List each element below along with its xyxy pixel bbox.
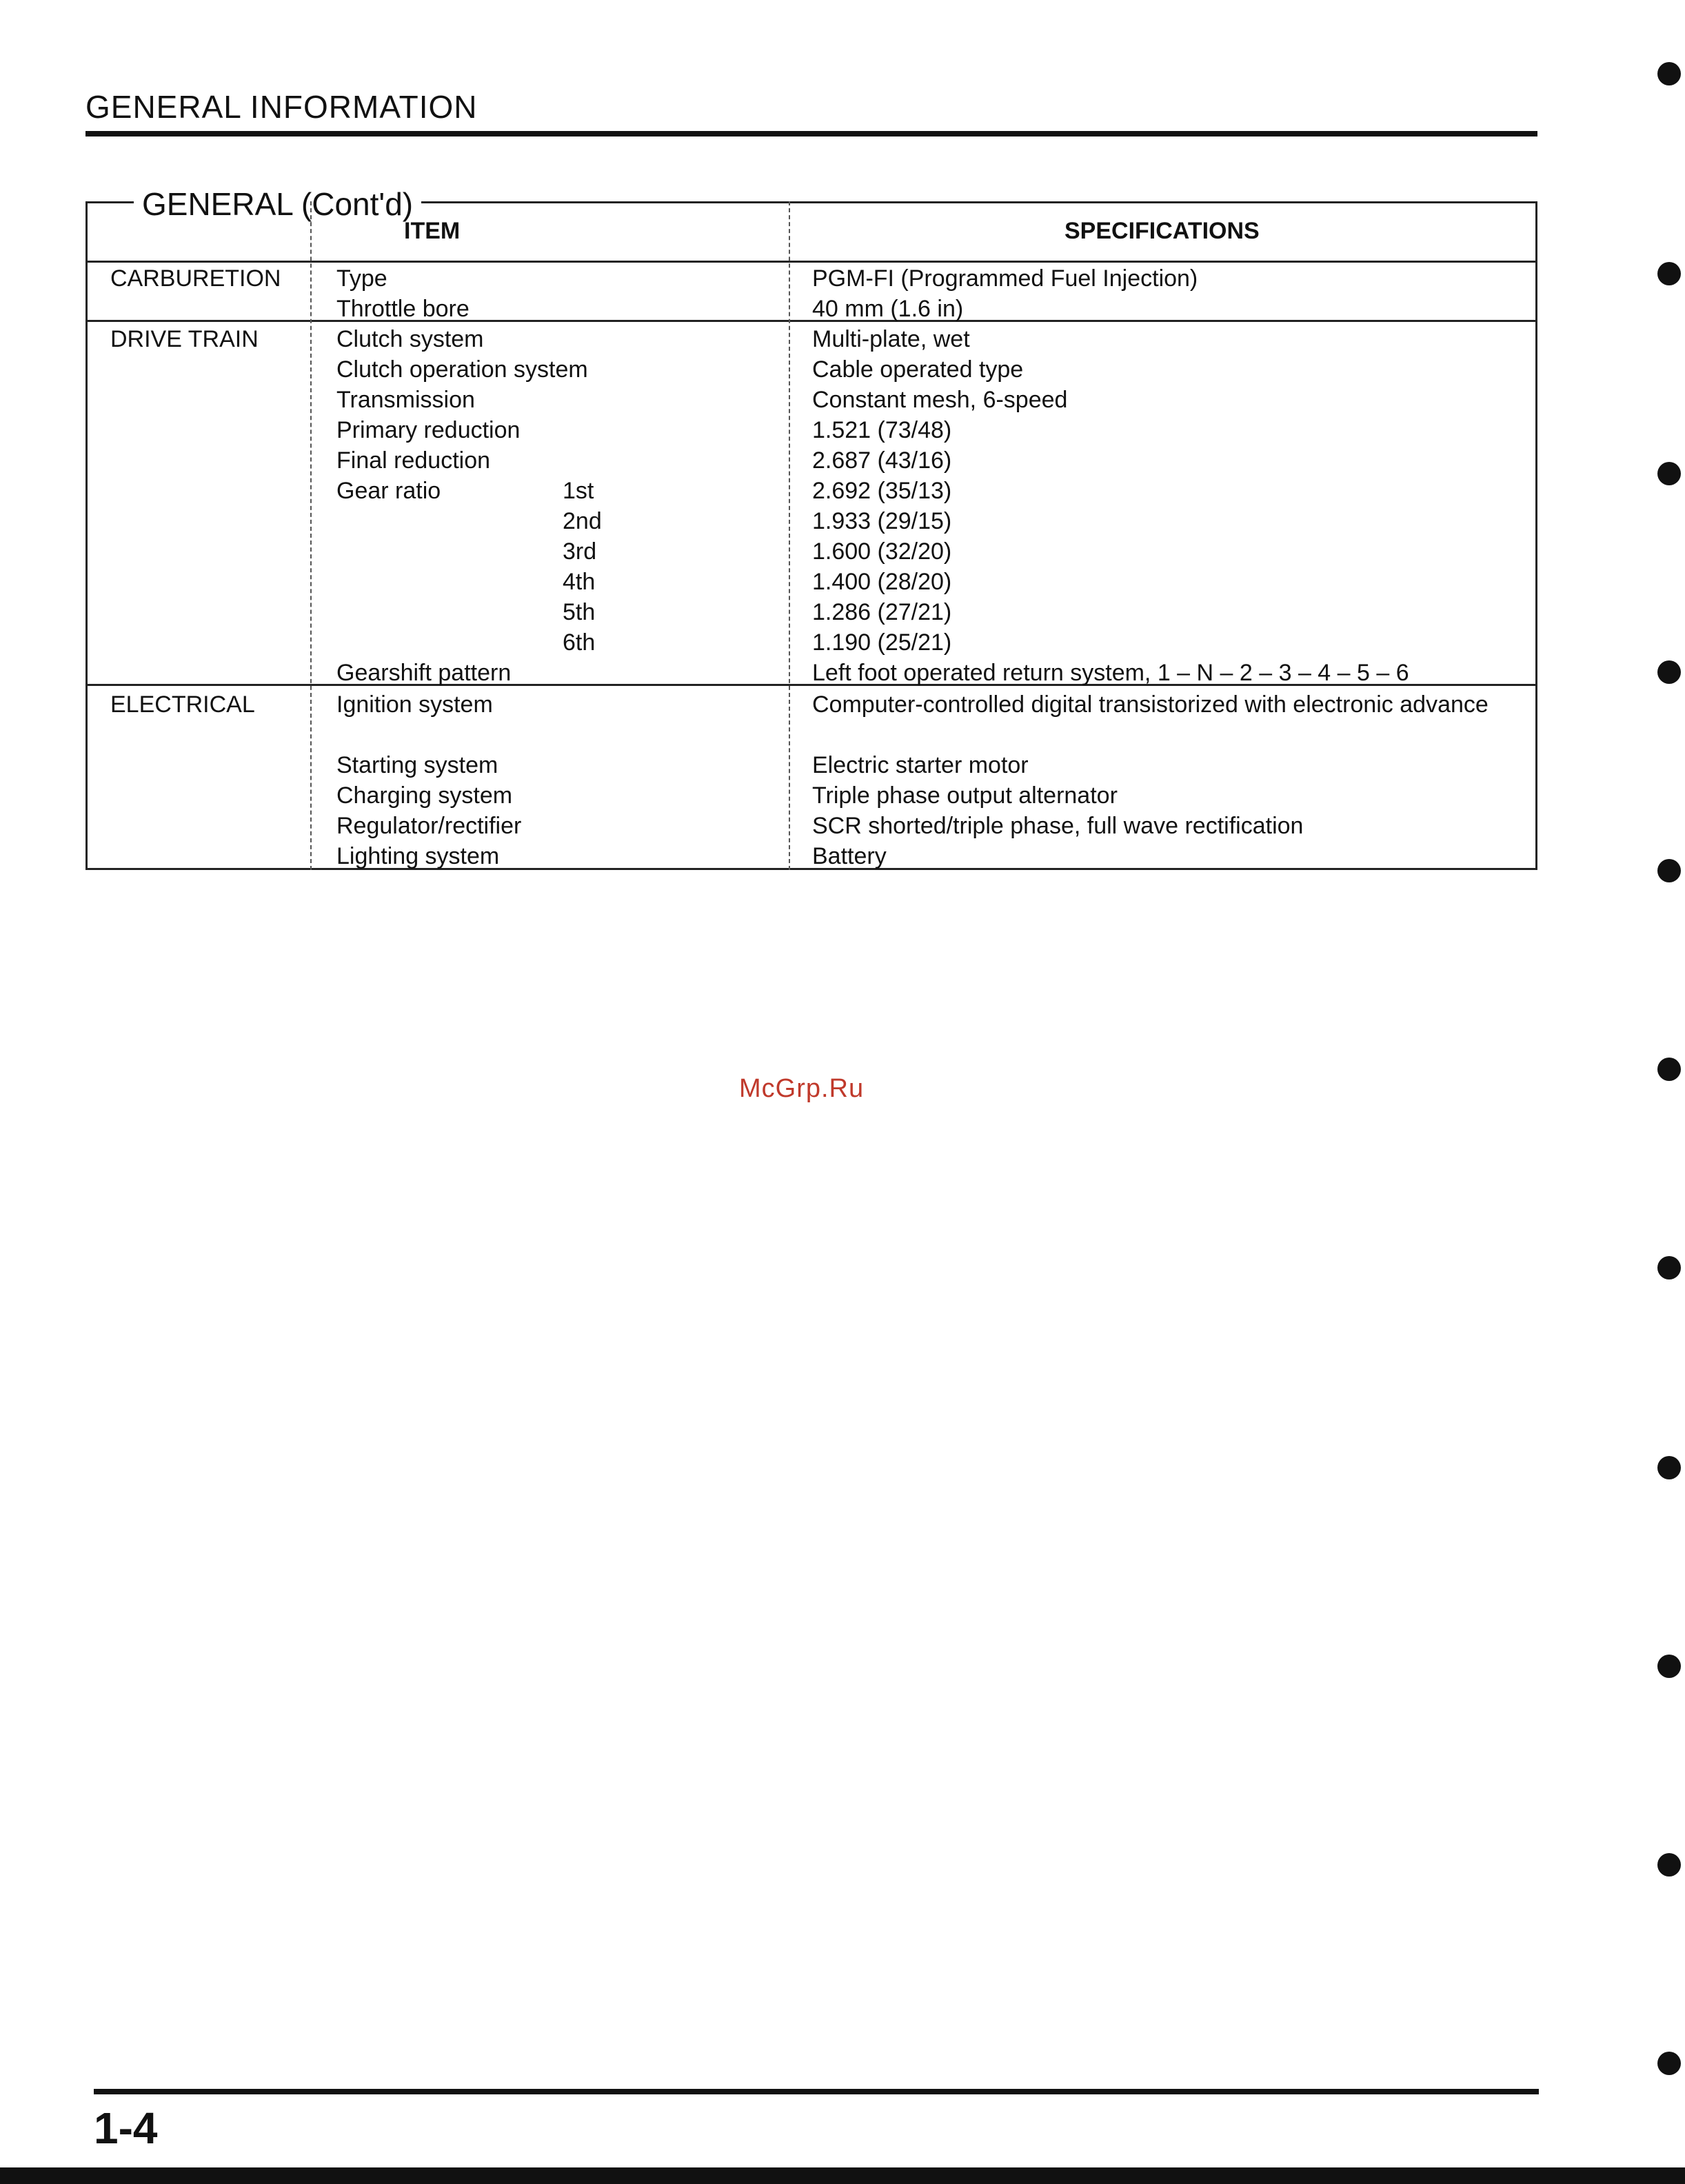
- spec-clutch-system: Multi-plate, wet: [812, 326, 970, 352]
- column-divider-spec: [789, 201, 790, 870]
- spec-starting-system: Electric starter motor: [812, 752, 1029, 778]
- spec-clutch-operation: Cable operated type: [812, 356, 1024, 383]
- header-divider: [85, 261, 1537, 263]
- binder-hole: [1657, 2052, 1681, 2075]
- item-gear-ratio: Gear ratio: [336, 478, 441, 504]
- category-electrical: ELECTRICAL: [110, 691, 255, 718]
- section-title: GENERAL (Cont'd): [134, 183, 421, 225]
- spec-table: [85, 201, 1537, 870]
- category-drive-train: DRIVE TRAIN: [110, 326, 259, 352]
- spec-gear: 1.933 (29/15): [812, 508, 952, 534]
- binder-hole: [1657, 1655, 1681, 1678]
- item-lighting-system: Lighting system: [336, 843, 500, 869]
- footer-rule: [94, 2089, 1539, 2094]
- binder-hole: [1657, 660, 1681, 684]
- spec-gear: 1.286 (27/21): [812, 599, 952, 625]
- item-clutch-operation: Clutch operation system: [336, 356, 588, 383]
- page-title: GENERAL INFORMATION: [85, 89, 478, 125]
- item-type: Type: [336, 265, 387, 292]
- spec-primary-reduction: 1.521 (73/48): [812, 417, 952, 443]
- spec-regulator-rectifier: SCR shorted/triple phase, full wave rectification: [812, 813, 1304, 839]
- item-starting-system: Starting system: [336, 752, 498, 778]
- spec-lighting-system: Battery: [812, 843, 887, 869]
- bottom-band: [0, 2167, 1685, 2184]
- spec-transmission: Constant mesh, 6-speed: [812, 387, 1068, 413]
- column-header-item: ITEM: [404, 218, 461, 244]
- gear-label: 5th: [563, 599, 596, 625]
- spec-gearshift-pattern: Left foot operated return system, 1 – N – 2 – 3 – 4 – 5 – 6: [812, 660, 1409, 686]
- gear-label: 3rd: [563, 538, 597, 565]
- binder-hole: [1657, 262, 1681, 285]
- item-final-reduction: Final reduction: [336, 447, 491, 474]
- binder-hole: [1657, 1853, 1681, 1877]
- item-regulator-rectifier: Regulator/rectifier: [336, 813, 522, 839]
- spec-ignition-system: Computer-controlled digital transistorized with electronic advance: [812, 691, 1489, 718]
- spec-gear: 2.692 (35/13): [812, 478, 952, 504]
- title-rule: [85, 131, 1537, 136]
- gear-label: 4th: [563, 569, 596, 595]
- spec-charging-system: Triple phase output alternator: [812, 782, 1118, 809]
- item-clutch-system: Clutch system: [336, 326, 484, 352]
- category-carburetion: CARBURETION: [110, 265, 281, 292]
- spec-gear: 1.400 (28/20): [812, 569, 952, 595]
- gear-label: 2nd: [563, 508, 602, 534]
- row-divider-carburetion: [85, 320, 1537, 322]
- column-header-specifications: SPECIFICATIONS: [1065, 218, 1260, 244]
- spec-throttle-bore: 40 mm (1.6 in): [812, 296, 964, 322]
- item-primary-reduction: Primary reduction: [336, 417, 521, 443]
- item-charging-system: Charging system: [336, 782, 513, 809]
- column-divider-category: [310, 201, 312, 870]
- binder-hole: [1657, 859, 1681, 882]
- page-number: 1-4: [94, 2103, 158, 2153]
- spec-type: PGM-FI (Programmed Fuel Injection): [812, 265, 1198, 292]
- binder-hole: [1657, 1256, 1681, 1280]
- binder-hole: [1657, 462, 1681, 485]
- item-transmission: Transmission: [336, 387, 475, 413]
- spec-final-reduction: 2.687 (43/16): [812, 447, 952, 474]
- spec-gear: 1.190 (25/21): [812, 629, 952, 656]
- watermark: McGrp.Ru: [739, 1074, 865, 1103]
- item-throttle-bore: Throttle bore: [336, 296, 470, 322]
- item-ignition-system: Ignition system: [336, 691, 493, 718]
- binder-hole: [1657, 62, 1681, 85]
- spec-gear: 1.600 (32/20): [812, 538, 952, 565]
- binder-hole: [1657, 1058, 1681, 1081]
- item-gearshift-pattern: Gearshift pattern: [336, 660, 512, 686]
- gear-label: 1st: [563, 478, 594, 504]
- binder-hole: [1657, 1456, 1681, 1479]
- gear-label: 6th: [563, 629, 596, 656]
